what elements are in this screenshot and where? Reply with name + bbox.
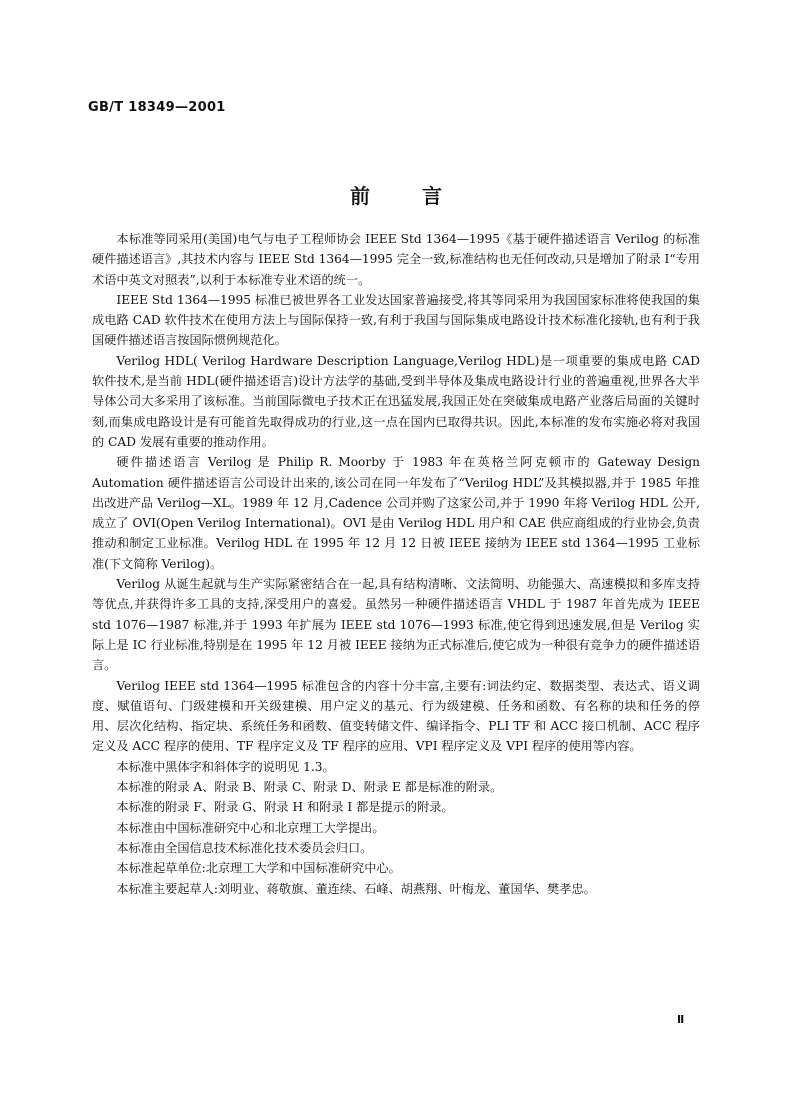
paragraph-verilog-history: 硬件描述语言 Verilog 是 Philip R. Moorby 于 1983 年在英格兰阿克顿市的 Gateway Design Automation 硬件描述语言公司设计出来的,该公司在同一年发布了“Verilog HDL”及其模拟器,并于 1985 年推出改进产品 Verilog—XL。1989 年 12 月,Cadence 公司并购了这家公司,并于 1990 年将 Verilog HDL 公开,成立了 OVI(Open Verilog International)。OVI 是由 Verilog HDL 用户和 CAE 供应商组成的行业协会,负责推动和制定工业标准。Verilog HDL 在 1995 年 12 月 12 日被 IEEE 接纳为 IEEE std 1364—1995 工业标准(下文简称 Verilog)。	[92, 455, 700, 571]
paragraph-normative-annexes: 本标准的附录 A、附录 B、附录 C、附录 D、附录 E 都是标准的附录。	[116, 780, 503, 795]
standard-code: GB/T 18349—2001	[88, 100, 226, 115]
page-title: 前言	[350, 184, 494, 208]
paragraph-drafters: 本标准主要起草人:刘明业、蒋敬旗、董连续、石峰、胡燕翔、叶梅龙、董国华、樊孝忠。	[116, 881, 596, 896]
paragraph-committee: 本标准由全国信息技术标准化技术委员会归口。	[116, 840, 373, 855]
paragraph-standard-contents: Verilog IEEE std 1364—1995 标准包含的内容十分丰富,主要有:词法约定、数据类型、表达式、语义调度、赋值语句、门级建模和开关级建模、用户定义的基元、行为级建模、任务和函数、有名称的块和任务的停用、层次化结构、指定块、系统任务和函数、值变转储文件、编译指令、PLI TF 和 ACC 接口机制、ACC 程序定义及 ACC 程序的使用、TF 程序定义及 TF 程序的应用、VPI 程序定义及 VPI 程序的使用等内容。	[92, 678, 700, 754]
paragraph-verilog-advantages: Verilog 从诞生起就与生产实际紧密结合在一起,具有结构清晰、文法简明、功能强大、高速模拟和多库支持等优点,并获得许多工具的支持,深受用户的喜爱。虽然另一种硬件描述语言 VHDL 于 1987 年首先成为 IEEE std 1076—1987 标准,并于 1993 年扩展为 IEEE std 1076—1993 标准,使它得到迅速发展,但是 Verilog 实际上是 IC 行业标准,特别是在 1995 年 12 月被 IEEE 接纳为正式标准后,使它成为一种很有竞争力的硬件描述语言。	[92, 577, 700, 673]
paragraph-drafting-units: 本标准起草单位:北京理工大学和中国标准研究中心。	[116, 861, 401, 876]
paragraph-acceptance: IEEE Std 1364—1995 标准已被世界各工业发达国家普遍接受,将其等同采用为我国国家标准将使我国的集成电路 CAD 软件技术在使用方法上与国际保持一致,有利于我国与国际集成电路设计技术标准化接轨,也有利于我国硬件描述语言按国际惯例规范化。	[92, 292, 700, 348]
paragraph-informative-annexes: 本标准的附录 F、附录 G、附录 H 和附录 I 都是提示的附录。	[116, 800, 454, 815]
paragraph-adoption: 本标准等同采用(美国)电气与电子工程师协会 IEEE Std 1364—1995《基于硬件描述语言 Verilog 的标准硬件描述语言》,其技术内容与 IEEE Std 1364—1995 完全一致,标准结构也无任何改动,只是增加了附录 I“专用术语中英文对照表”,以利于本标准专业术语的统一。	[92, 232, 700, 287]
paragraph-font-note: 本标准中黑体字和斜体字的说明见 1.3。	[116, 759, 335, 774]
foreword-body	[92, 229, 700, 899]
page-number: Ⅱ	[677, 1013, 685, 1026]
paragraph-verilog-importance: Verilog HDL( Verilog Hardware Description Language,Verilog HDL)是一项重要的集成电路 CAD 软件技术,是当前 HDL(硬件描述语言)设计方法学的基础,受到半导体及集成电路设计行业的普遍重视,世界各大半导体公司大多采用了该标准。当前国际微电子技术正在迅猛发展,我国正处在突破集成电路产业落后局面的关键时刻,而集成电路设计是有可能首先取得成功的行业,这一点在国内已取得共识。因此,本标准的发布实施必将对我国的 CAD 发展有重要的推动作用。	[92, 353, 700, 449]
paragraph-proposer: 本标准由中国标准研究中心和北京理工大学提出。	[116, 820, 385, 835]
